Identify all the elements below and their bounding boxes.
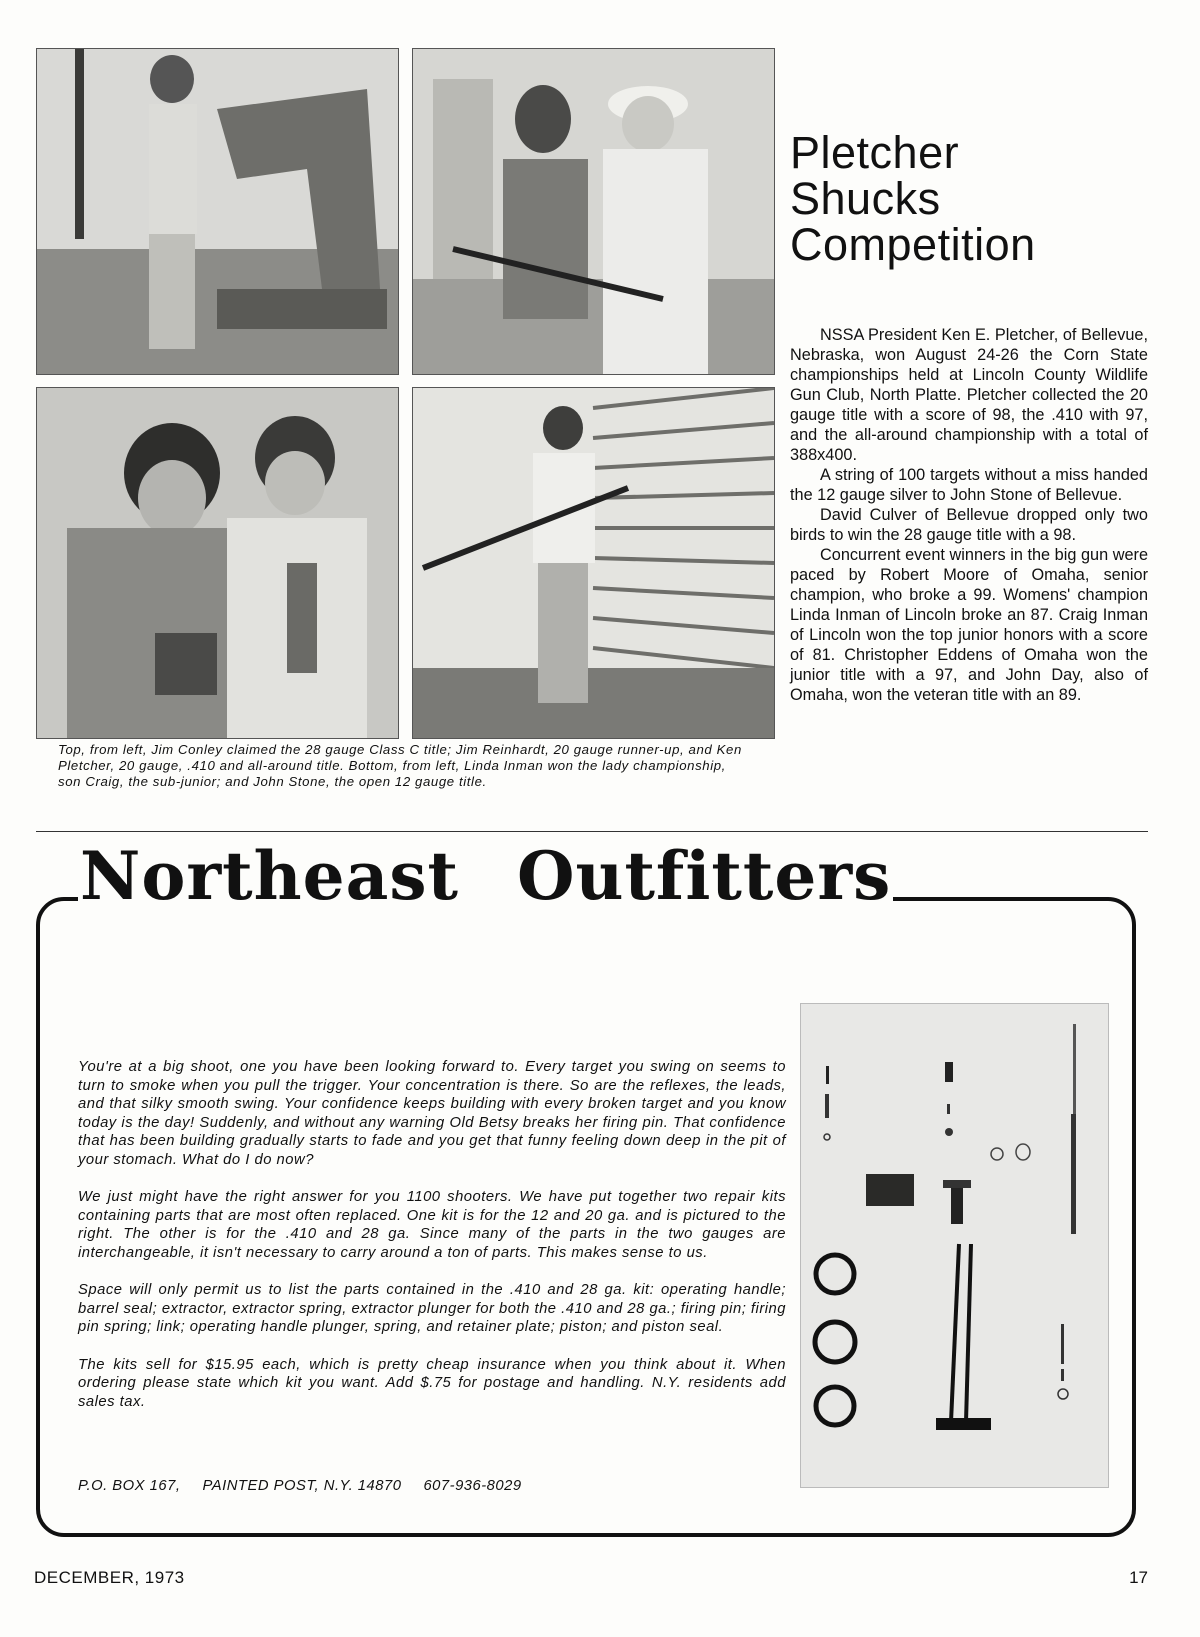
ad-title: Northeast Outfitters <box>80 837 892 915</box>
footer-date: DECEMBER, 1973 <box>34 1568 185 1587</box>
article-paragraph: NSSA President Ken E. Pletcher, of Bellevue, Nebraska, won August 24-26 the Corn State championships held at Lincoln County Wildlife Gun Club, North Platte. Pletcher collected the 20 gauge title with a score of 98, the .410 with 97, and the all-around championship with a total of 388x400. <box>790 326 1148 464</box>
article-paragraph: Concurrent event winners in the big gun were paced by Robert Moore of Omaha, senior champion, who broke a 99. Womens' champion Linda Inman of Lincoln broke an 87. Craig Inman of Lincoln won the top junior honors with a score of 81. Christopher Eddens of Omaha won the junior title with a 97, and John Day, also of Omaha, won the veteran title with an 89. <box>790 546 1148 704</box>
photo-top-left <box>36 48 399 375</box>
article-paragraph: A string of 100 targets without a miss handed the 12 gauge silver to John Stone of Bellevue. <box>790 466 1148 504</box>
ad-parts-photo <box>800 1003 1109 1488</box>
article-body <box>790 325 1148 705</box>
photo-bottom-right <box>412 387 775 739</box>
headline-line-1: Pletcher <box>790 127 960 178</box>
ad-city: PAINTED POST, N.Y. 14870 <box>202 1478 402 1494</box>
photo-reinhardt-pletcher-image <box>413 49 774 374</box>
photo-conley-image <box>37 49 398 374</box>
headline-line-2: Shucks <box>790 173 941 224</box>
ad-paragraph: You're at a big shoot, one you have been looking forward to. Every target you swing on seems to turn to smoke when you pull the trigger. Your concentration is there. So are the reflexes, the leads, and that silky smooth swing. Your confidence keeps building with every broken target and you know today is the day! Suddenly, and without any warning Old Betsy breaks her firing pin. That confidence that has been building gradually starts to fade and you get that funny feeling down deep in the pit of your stomach. What do I do now? <box>78 1059 786 1168</box>
photo-caption: Top, from left, Jim Conley claimed the 28 gauge Class C title; Jim Reinhardt, 20 gauge runner-up, and Ken Pletcher, 20 gauge, .410 and all-around title. Bottom, from left, Linda Inman won the lady championship, son Craig, the sub-junior; and John Stone, the open 12 gauge title. <box>58 742 742 789</box>
ad-paragraph: The kits sell for $15.95 each, which is pretty cheap insurance when you think about it. When ordering please state which kit you want. Add $.75 for postage and handling. N.Y. residents add sales tax. <box>78 1356 786 1410</box>
article-headline <box>790 127 1180 270</box>
ad-body <box>78 1058 786 1430</box>
ad-paragraph: Space will only permit us to list the parts contained in the .410 and 28 ga. kit: operating handle; barrel seal; extractor, extractor spring, extractor plunger for both the .410 and 28 ga.; firing pin; firing pin spring; link; operating handle plunger, spring, and retainer plate; piston; and piston seal. <box>78 1282 786 1335</box>
photo-bottom-left <box>36 387 399 739</box>
section-divider <box>36 831 1148 832</box>
ad-paragraph: We just might have the right answer for you 1100 shooters. We have put together two repair kits containing parts that are most often replaced. One kit is for the 12 and 20 ga. and is pictured to the right. The other is for the .410 and 28 ga. Since many of the parts in the two gauges are interchangeable, it isn't necessary to carry around a ton of parts. This makes sense to us. <box>78 1189 786 1261</box>
parts-image <box>801 1004 1108 1487</box>
photo-top-right <box>412 48 775 375</box>
photo-inman-image <box>37 388 398 738</box>
headline-line-3: Competition <box>790 219 1036 270</box>
photo-stone-image <box>413 388 774 738</box>
article-paragraph: David Culver of Bellevue dropped only two birds to win the 28 gauge title with a 98. <box>790 506 1148 544</box>
ad-phone: 607-936-8029 <box>423 1478 522 1494</box>
ad-address: P.O. BOX 167, <box>78 1478 181 1494</box>
ad-contact <box>78 1478 544 1494</box>
page-number: 17 <box>1129 1568 1148 1587</box>
